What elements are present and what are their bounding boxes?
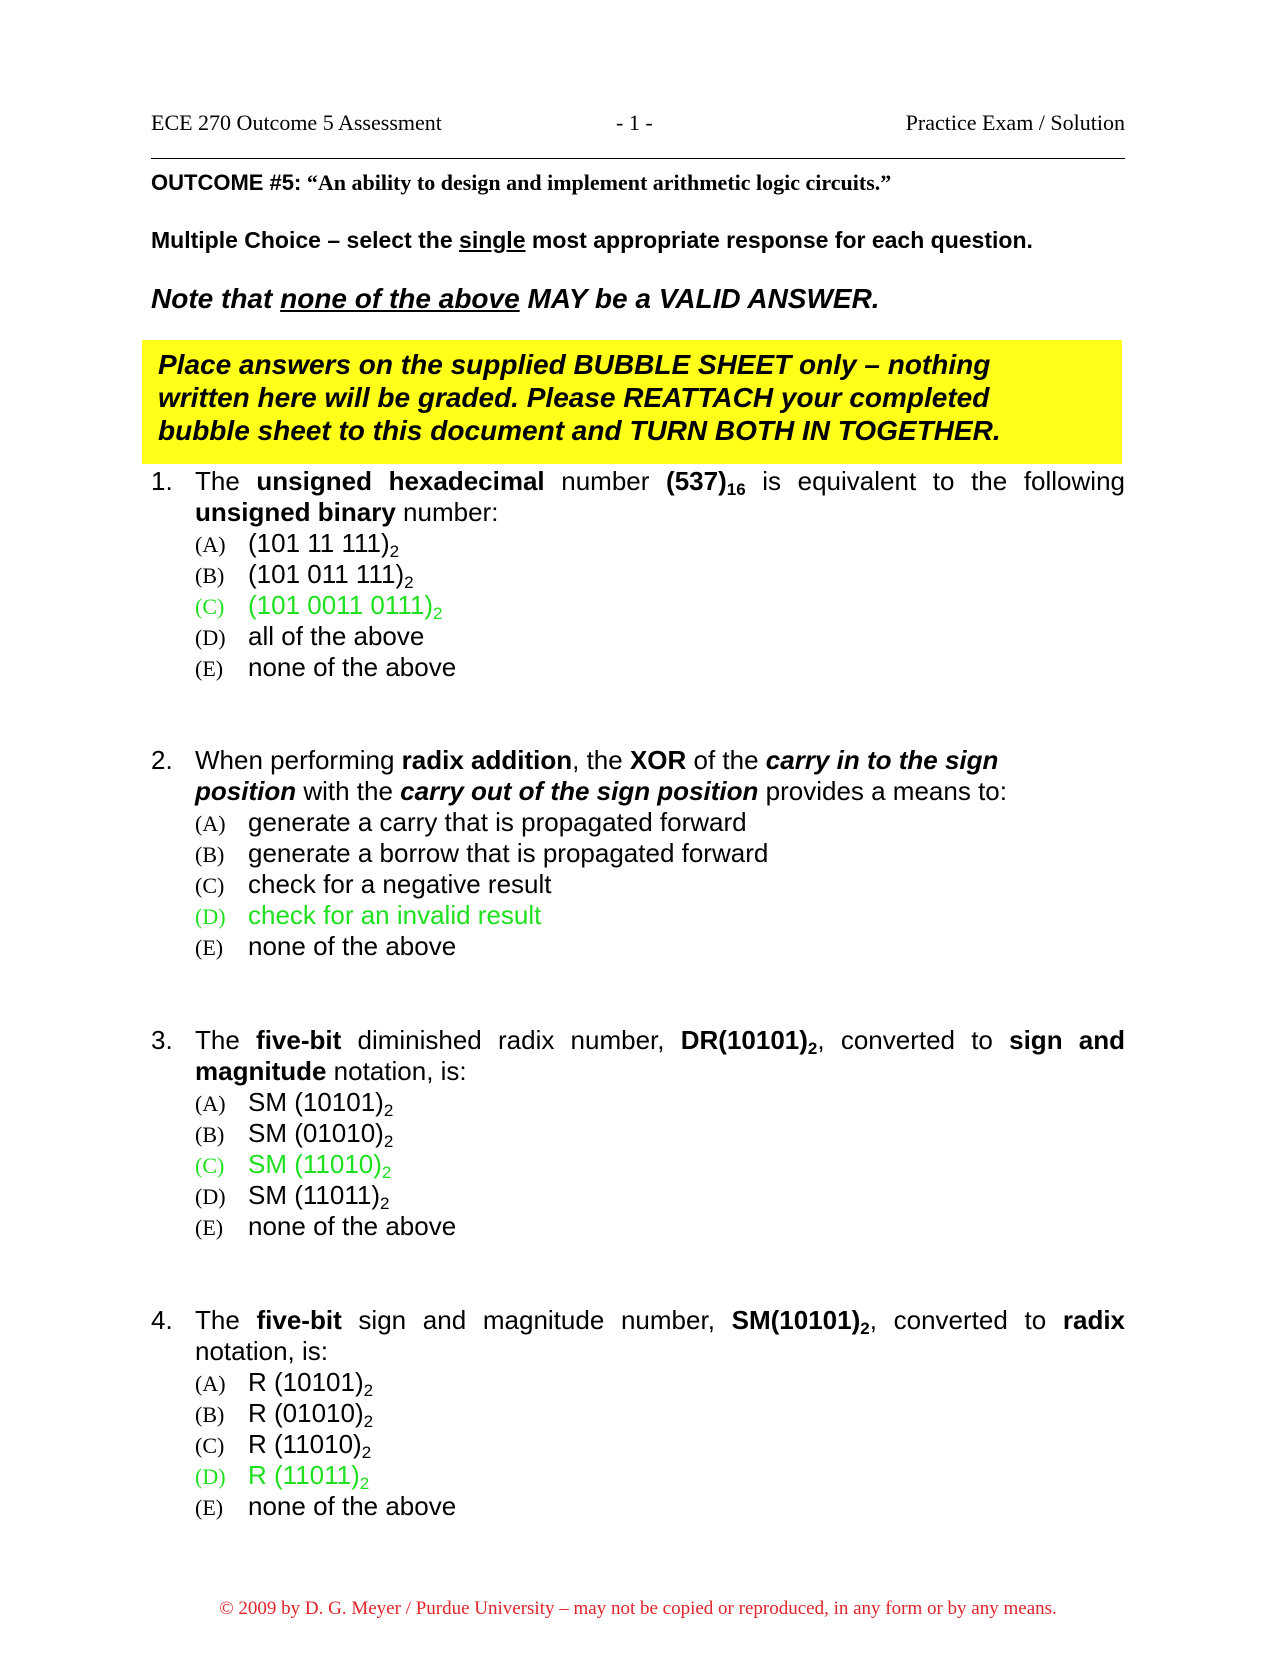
question-number: 2. [151, 745, 173, 775]
stem-bold-number [731, 1305, 870, 1338]
option-text: none of the above [248, 1491, 457, 1521]
stem-bold: (537) [666, 466, 727, 496]
mc-emphasis: single [459, 227, 526, 253]
option-subscript: 2 [363, 1412, 374, 1431]
outcome-text: “An ability to design and implement arithmetic logic circuits.” [306, 170, 892, 195]
option-value: SM (10101) [248, 1087, 384, 1117]
option-letter: (A) [195, 1371, 226, 1396]
stem-bold-italic: position [195, 776, 297, 806]
option-letter: (B) [195, 842, 225, 867]
option-text: none of the above [248, 931, 457, 961]
question-number: 3. [151, 1025, 173, 1055]
answer-option-e [195, 652, 456, 683]
option-letter: (C) [195, 873, 225, 898]
notice-line-1: Place answers on the supplied BUBBLE SHEET only – nothing [158, 349, 991, 380]
answer-option-e [195, 931, 456, 962]
stem-text: diminished radix number, [341, 1025, 681, 1055]
mc-prefix: Multiple Choice – select the [151, 227, 460, 253]
answer-option-a [195, 528, 399, 559]
option-text: check for a negative result [248, 869, 552, 899]
option-value: SM (11010) [248, 1149, 382, 1179]
note-suffix: MAY be a VALID ANSWER. [519, 283, 880, 314]
question-stem-line-1 [195, 745, 1125, 776]
answer-option-a [195, 1087, 393, 1118]
answer-option-c [195, 1429, 371, 1460]
question-stem-line-2 [195, 776, 1125, 807]
answer-option-d [195, 1180, 389, 1211]
stem-bold: sign and [1009, 1025, 1126, 1055]
option-letter: (B) [195, 1122, 225, 1147]
option-subscript: 2 [433, 604, 443, 623]
question-number: 4. [151, 1305, 173, 1335]
mc-suffix: most appropriate response for each question. [525, 227, 1033, 253]
option-value: R (11011) [248, 1460, 360, 1490]
option-value: (101 011 111) [248, 559, 405, 589]
stem-text: notation, is: [326, 1056, 467, 1086]
stem-bold: five-bit [256, 1305, 342, 1335]
stem-bold: five-bit [256, 1025, 342, 1055]
stem-bold-italic: carry in to the sign [765, 745, 999, 775]
answer-option-b [195, 559, 414, 590]
option-letter: (D) [195, 1464, 226, 1489]
question-stem-line-1 [195, 1305, 1125, 1336]
answer-option-d-correct [195, 900, 541, 931]
option-subscript: 2 [359, 1474, 370, 1493]
option-subscript: 2 [404, 573, 414, 592]
option-text: check for an invalid result [248, 900, 542, 930]
option-text [248, 1367, 374, 1400]
option-text [248, 1118, 394, 1151]
option-text [248, 1429, 372, 1462]
bubble-sheet-notice [142, 340, 1122, 464]
answer-option-c [195, 869, 552, 900]
option-letter: (C) [195, 594, 225, 619]
option-text [248, 1460, 370, 1493]
stem-text: , converted to [869, 1305, 1063, 1335]
stem-text: sign and magnitude number, [341, 1305, 732, 1335]
option-letter: (E) [195, 1215, 224, 1240]
option-text: none of the above [248, 652, 457, 682]
stem-subscript: 2 [807, 1039, 818, 1058]
option-value: (101 11 111) [248, 528, 390, 558]
header-rule [151, 158, 1125, 159]
stem-bold: magnitude [195, 1056, 327, 1086]
option-subscript: 2 [381, 1163, 392, 1182]
stem-bold: unsigned binary [195, 497, 396, 527]
stem-text: of the [686, 745, 766, 775]
option-subscript: 2 [361, 1443, 372, 1462]
stem-text: with the [296, 776, 401, 806]
option-text [248, 559, 414, 592]
option-letter: (B) [195, 563, 225, 588]
stem-bold: radix [1062, 1305, 1126, 1335]
notice-line-2: written here will be graded. Please REATTACH your completed [158, 382, 990, 413]
option-letter: (D) [195, 904, 226, 929]
multiple-choice-instruction [151, 227, 1033, 254]
option-text: all of the above [248, 621, 425, 651]
page-header [151, 110, 1125, 140]
question-stem-line-2 [195, 497, 1125, 528]
stem-text: is equivalent to the following [745, 466, 1125, 496]
option-letter: (D) [195, 625, 226, 650]
option-subscript: 2 [383, 1132, 394, 1151]
stem-subscript: 2 [860, 1319, 870, 1338]
stem-bold-italic: carry out of the sign position [400, 776, 759, 806]
option-subscript: 2 [389, 542, 400, 561]
copyright-footer: © 2009 by D. G. Meyer / Purdue University – may not be copied or reproduced, in any form or by any means. [219, 1598, 1057, 1619]
stem-text: provides a means to: [758, 776, 1007, 806]
answer-option-d [195, 621, 424, 652]
option-text: generate a carry that is propagated forward [248, 807, 747, 837]
option-letter: (C) [195, 1153, 225, 1178]
notice-line-3: bubble sheet to this document and TURN BOTH IN TOGETHER. [158, 415, 1001, 446]
option-text [248, 1087, 394, 1120]
answer-option-b [195, 838, 768, 869]
answer-option-b [195, 1118, 393, 1149]
answer-option-c-correct [195, 590, 443, 621]
stem-bold: SM(10101) [731, 1305, 861, 1335]
option-text [248, 1149, 392, 1182]
stem-text: The [195, 1025, 257, 1055]
stem-text: The [195, 466, 257, 496]
option-letter: (E) [195, 1495, 224, 1520]
note-instruction [151, 283, 880, 315]
option-subscript: 2 [363, 1381, 374, 1400]
question-stem-line-2 [195, 1336, 1125, 1367]
stem-text: , converted to [817, 1025, 1010, 1055]
stem-bold-number [666, 466, 746, 499]
answer-option-e [195, 1491, 456, 1522]
answer-option-d-correct [195, 1460, 369, 1491]
question-stem-line-1 [195, 1025, 1125, 1056]
option-letter: (A) [195, 811, 226, 836]
option-value: R (11010) [248, 1429, 362, 1459]
option-value: R (01010) [248, 1398, 364, 1428]
stem-text: When performing [195, 745, 402, 775]
answer-option-e [195, 1211, 456, 1242]
option-text [248, 528, 400, 561]
option-value: R (10101) [248, 1367, 364, 1397]
option-text [248, 1398, 374, 1431]
stem-text: number [544, 466, 667, 496]
stem-text: notation, is: [195, 1336, 328, 1366]
stem-text: The [195, 1305, 257, 1335]
note-emphasis: none of the above [280, 283, 520, 314]
answer-option-c-correct [195, 1149, 391, 1180]
option-text: none of the above [248, 1211, 457, 1241]
option-letter: (B) [195, 1402, 225, 1427]
option-letter: (E) [195, 656, 224, 681]
question-number: 1. [151, 466, 173, 496]
question-stem-line-2 [195, 1056, 1125, 1087]
option-letter: (A) [195, 532, 226, 557]
course-title: ECE 270 Outcome 5 Assessment [151, 110, 442, 135]
option-value: (101 0011 0111) [248, 590, 434, 620]
option-letter: (A) [195, 1091, 226, 1116]
stem-bold: DR(10101) [680, 1025, 808, 1055]
stem-bold-number [680, 1025, 818, 1058]
stem-subscript: 16 [726, 480, 746, 499]
option-value: SM (01010) [248, 1118, 384, 1148]
option-letter: (E) [195, 935, 224, 960]
option-text [248, 1180, 390, 1213]
question-stem-line-1 [195, 466, 1125, 497]
outcome-label: OUTCOME #5: [151, 170, 302, 195]
option-letter: (D) [195, 1184, 226, 1209]
note-prefix: Note that [151, 283, 281, 314]
document-title: Practice Exam / Solution [905, 110, 1125, 135]
option-letter: (C) [195, 1433, 225, 1458]
option-text: generate a borrow that is propagated forward [248, 838, 769, 868]
option-subscript: 2 [379, 1194, 390, 1213]
option-subscript: 2 [383, 1101, 394, 1120]
outcome-statement [151, 170, 891, 196]
stem-bold: unsigned hexadecimal [256, 466, 545, 496]
stem-text: number: [395, 497, 499, 527]
stem-text: , the [572, 745, 630, 775]
answer-option-a [195, 807, 747, 838]
stem-bold: radix addition [401, 745, 573, 775]
answer-option-b [195, 1398, 373, 1429]
page-number: - 1 - [616, 110, 653, 135]
option-text [248, 590, 443, 623]
option-value: SM (11011) [248, 1180, 380, 1210]
answer-option-a [195, 1367, 373, 1398]
stem-bold: XOR [629, 745, 687, 775]
